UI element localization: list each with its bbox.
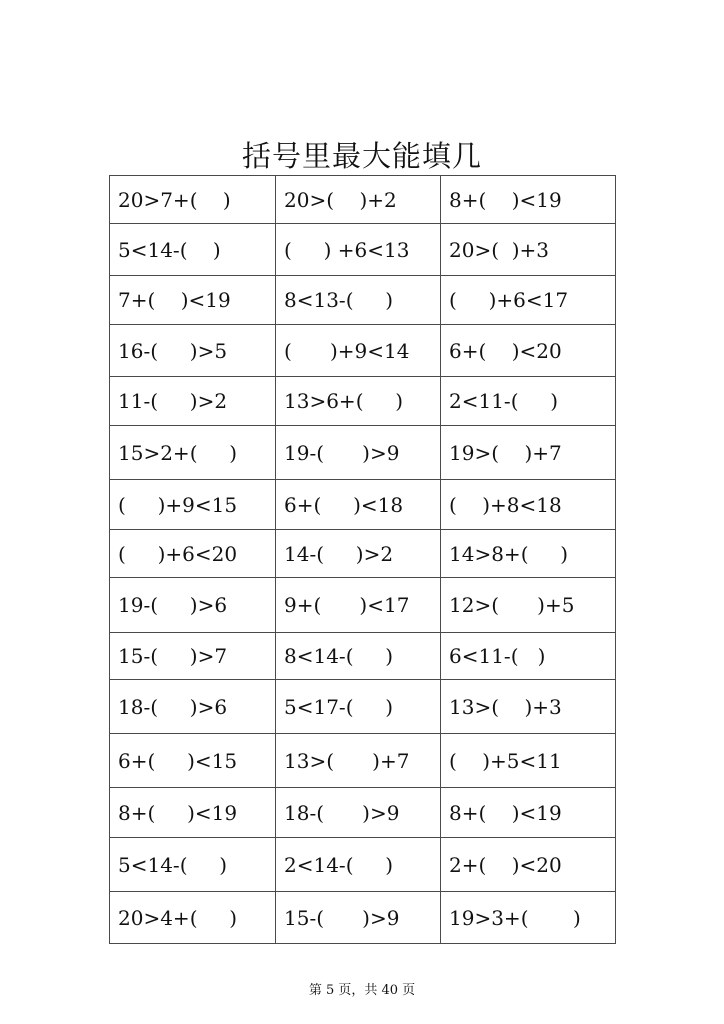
exercise-text: 2<11-( ) [449,389,559,413]
exercise-text: 15>2+( ) [118,440,238,465]
exercise-text: 16-( )>5 [118,338,228,363]
exercise-text: 18-( )>9 [284,800,400,825]
exercise-cell [276,892,441,944]
exercise-text: 19>3+( ) [449,905,581,930]
exercise-cell [110,734,276,788]
table-row [110,633,616,680]
exercise-cell [276,734,441,788]
exercise-cell [110,480,276,530]
exercise-text: 6+( )<15 [118,748,238,773]
exercise-cell [110,377,276,426]
exercise-text: 8+( )<19 [449,800,562,825]
exercise-cell [441,892,616,944]
exercise-cell [110,680,276,734]
exercise-cell [110,426,276,480]
exercise-cell [276,224,441,276]
exercise-cell [441,325,616,377]
exercise-text: 15-( )>9 [284,905,400,930]
exercise-cell [441,276,616,325]
exercise-cell [441,633,616,680]
exercise-cell [110,892,276,944]
exercise-text: ( )+5<11 [449,748,562,773]
exercise-text: 8+( )<19 [118,800,238,825]
exercise-cell [276,838,441,892]
exercise-cell [441,838,616,892]
exercise-text: 9+( )<17 [284,593,410,617]
exercise-text: 19>( )+7 [449,440,562,465]
exercise-text: 5<14-( ) [118,237,221,262]
exercise-text: ( )+8<18 [449,492,562,517]
exercise-cell [276,480,441,530]
exercise-text: 8<14-( ) [284,644,394,668]
exercise-cell [276,426,441,480]
exercise-text: 13>( )+7 [284,748,410,773]
exercise-cell [441,734,616,788]
table-row [110,176,616,224]
exercise-text: 20>7+( ) [118,187,231,212]
exercise-text: ( )+6<20 [118,541,238,566]
table-row [110,838,616,892]
table-row [110,480,616,530]
exercise-text: 7+( )<19 [118,288,231,312]
table-row [110,892,616,944]
exercise-text: 14>8+( ) [449,541,569,566]
exercise-text: 20>( )+2 [284,187,397,212]
exercise-text: 15-( )>7 [118,644,228,668]
exercise-text: 13>6+( ) [284,389,404,413]
table-row [110,680,616,734]
exercise-text: 18-( )>6 [118,694,228,719]
table-row [110,788,616,838]
exercise-text: ( )+6<17 [449,288,569,312]
exercise-cell [276,276,441,325]
exercise-cell [441,578,616,633]
exercise-text: 5<17-( ) [284,694,394,719]
exercise-text: 2+( )<20 [449,852,562,877]
exercise-cell [276,578,441,633]
exercise-cell [441,480,616,530]
exercise-cell [110,578,276,633]
exercise-cell [441,224,616,276]
exercise-cell [276,633,441,680]
exercise-text: 20>4+( ) [118,905,238,930]
exercise-text: 19-( )>9 [284,440,400,465]
exercise-cell [110,325,276,377]
exercise-cell [110,633,276,680]
exercise-cell [110,224,276,276]
exercise-cell [441,680,616,734]
exercise-text: ( )+9<14 [284,338,410,363]
page-title: 括号里最大能填几 [241,139,482,173]
exercise-cell [110,176,276,224]
exercise-cell [110,530,276,578]
exercise-cell [276,680,441,734]
table-row [110,530,616,578]
table-row [110,325,616,377]
exercise-cell [441,530,616,578]
exercise-cell [276,788,441,838]
exercise-cell [441,377,616,426]
exercise-cell [276,325,441,377]
table-row [110,578,616,633]
exercise-cell [441,788,616,838]
exercise-cell [276,176,441,224]
exercise-text: ( ) +6<13 [284,237,410,262]
exercise-text: ( )+9<15 [118,492,238,517]
page-footer: 第 5 页，共 40 页 [308,983,416,998]
exercise-cell [276,377,441,426]
table-row [110,276,616,325]
table-row [110,377,616,426]
exercise-text: 14-( )>2 [284,541,394,566]
exercise-table [109,175,616,944]
exercise-text: 6+( )<18 [284,492,404,517]
exercise-text: 8<13-( ) [284,288,394,312]
table-row [110,734,616,788]
exercise-cell [110,788,276,838]
table-row [110,224,616,276]
exercise-cell [441,426,616,480]
table-row [110,426,616,480]
exercise-text: 20>( )+3 [449,237,550,262]
exercise-cell [276,530,441,578]
exercise-text: 6<11-( ) [449,644,546,668]
exercise-text: 2<14-( ) [284,852,394,877]
exercise-text: 19-( )>6 [118,593,228,617]
exercise-text: 6+( )<20 [449,338,562,363]
exercise-text: 13>( )+3 [449,694,562,719]
exercise-cell [110,838,276,892]
exercise-text: 5<14-( ) [118,852,228,877]
exercise-text: 11-( )>2 [118,389,228,413]
exercise-cell [110,276,276,325]
exercise-cell [441,176,616,224]
exercise-text: 12>( )+5 [449,593,575,617]
exercise-text: 8+( )<19 [449,187,562,212]
